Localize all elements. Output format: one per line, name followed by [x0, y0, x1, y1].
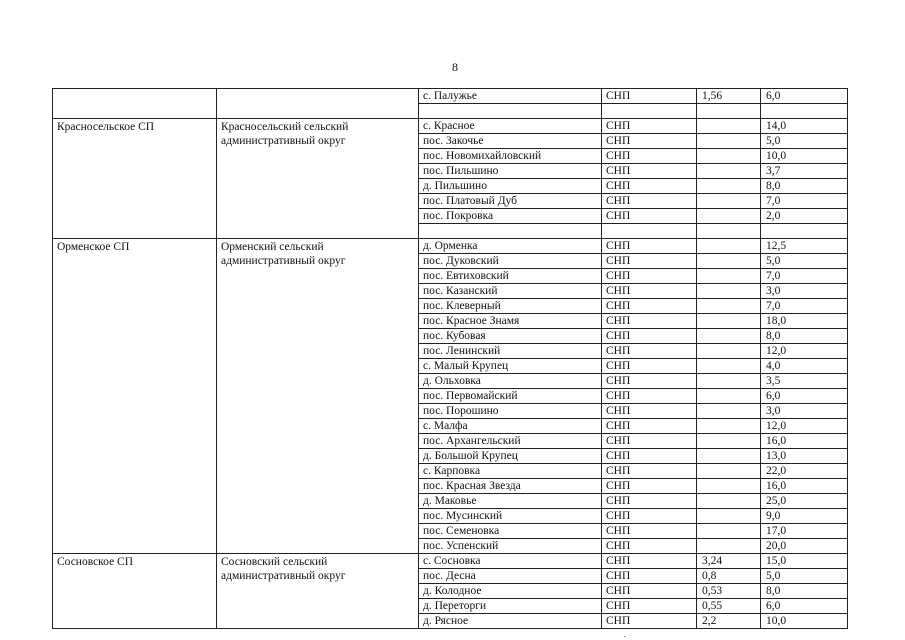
value-cell: 7,0	[761, 194, 848, 209]
area-cell	[697, 314, 761, 329]
blank-cell	[697, 104, 761, 119]
value-cell: 3,0	[761, 284, 848, 299]
area-cell	[697, 404, 761, 419]
table-row	[53, 239, 848, 254]
settlement-cell: пос. Кубовая	[419, 329, 602, 344]
settlement-cell: д. Орменка	[419, 239, 602, 254]
value-cell: 13,0	[761, 449, 848, 464]
area-cell	[697, 119, 761, 134]
value-cell: 7,0	[761, 269, 848, 284]
value-cell: 16,0	[761, 479, 848, 494]
settlement-cell: пос. Семеновка	[419, 524, 602, 539]
type-cell: СНП	[602, 569, 697, 584]
settlement-cell: с. Малый Крупец	[419, 359, 602, 374]
value-cell: 6,0	[761, 89, 848, 104]
value-cell: 3,0	[761, 404, 848, 419]
settlement-cell: пос. Красное Знамя	[419, 314, 602, 329]
settlement-cell: пос. Евтиховский	[419, 269, 602, 284]
settlement-cell: пос. Пильшино	[419, 164, 602, 179]
area-cell	[697, 284, 761, 299]
blank-cell	[761, 104, 848, 119]
settlement-cell: пос. Казанский	[419, 284, 602, 299]
type-cell: СНП	[602, 494, 697, 509]
area-cell: 2,2	[697, 614, 761, 629]
area-cell	[697, 149, 761, 164]
area-cell: 0,8	[697, 569, 761, 584]
value-cell: 9,0	[761, 509, 848, 524]
value-cell: 3,5	[761, 374, 848, 389]
area-cell	[697, 449, 761, 464]
value-cell: 17,0	[761, 524, 848, 539]
settlement-cell: д. Рясное	[419, 614, 602, 629]
type-cell: СНП	[602, 479, 697, 494]
value-cell: 6,0	[761, 389, 848, 404]
settlement-cell: д. Ольховка	[419, 374, 602, 389]
sp-name-cell: Сосновское СП	[53, 554, 217, 629]
area-cell: 0,53	[697, 584, 761, 599]
value-cell: 5,0	[761, 134, 848, 149]
settlement-cell: с. Малфа	[419, 419, 602, 434]
blank-cell	[419, 104, 602, 119]
settlement-cell: д. Маковье	[419, 494, 602, 509]
type-cell: СНП	[602, 539, 697, 554]
type-cell: СНП	[602, 194, 697, 209]
area-cell	[697, 419, 761, 434]
value-cell: 16,0	[761, 434, 848, 449]
value-cell: 20,0	[761, 539, 848, 554]
type-cell: СНП	[602, 269, 697, 284]
value-cell: 8,0	[761, 179, 848, 194]
settlement-cell: пос. Порошино	[419, 404, 602, 419]
type-cell: СНП	[602, 344, 697, 359]
area-cell: 0,55	[697, 599, 761, 614]
settlement-cell: пос. Новомихайловский	[419, 149, 602, 164]
type-cell: СНП	[602, 314, 697, 329]
settlement-cell: пос. Мусинский	[419, 509, 602, 524]
value-cell: 14,0	[761, 119, 848, 134]
area-cell	[697, 374, 761, 389]
settlement-cell: пос. Ленинский	[419, 344, 602, 359]
area-cell	[697, 269, 761, 284]
value-cell: 8,0	[761, 329, 848, 344]
settlement-cell: с. Красное	[419, 119, 602, 134]
area-cell	[697, 179, 761, 194]
okrug-name-cell: Красносельский сельский административный округ	[217, 119, 419, 239]
type-cell: СНП	[602, 329, 697, 344]
settlement-cell: пос. Платовый Дуб	[419, 194, 602, 209]
value-cell: 8,0	[761, 584, 848, 599]
value-cell: 25,0	[761, 494, 848, 509]
table-row	[53, 89, 848, 104]
settlement-cell: с. Палужье	[419, 89, 602, 104]
sp-name-cell: Орменское СП	[53, 239, 217, 554]
type-cell: СНП	[602, 389, 697, 404]
type-cell: СНП	[602, 254, 697, 269]
area-cell	[697, 494, 761, 509]
value-cell: 15,0	[761, 554, 848, 569]
settlement-cell: д. Колодное	[419, 584, 602, 599]
area-cell: 3,24	[697, 554, 761, 569]
type-cell: СНП	[602, 359, 697, 374]
type-cell: СНП	[602, 119, 697, 134]
type-cell: СНП	[602, 419, 697, 434]
type-cell: СНП	[602, 554, 697, 569]
type-cell: СНП	[602, 449, 697, 464]
value-cell: 5,0	[761, 254, 848, 269]
blank-cell	[697, 224, 761, 239]
settlement-cell: с. Сосновка	[419, 554, 602, 569]
type-cell: СНП	[602, 89, 697, 104]
value-cell: 2,0	[761, 209, 848, 224]
value-cell: 10,0	[761, 149, 848, 164]
value-cell: 12,0	[761, 344, 848, 359]
blank-cell	[419, 224, 602, 239]
type-cell: СНП	[602, 149, 697, 164]
type-cell: СНП	[602, 179, 697, 194]
type-cell: СНП	[602, 284, 697, 299]
area-cell	[697, 299, 761, 314]
blank-cell	[602, 224, 697, 239]
type-cell: СНП	[602, 299, 697, 314]
settlement-cell: пос. Первомайский	[419, 389, 602, 404]
blank-cell	[761, 224, 848, 239]
type-cell: СНП	[602, 239, 697, 254]
value-cell: 4,0	[761, 359, 848, 374]
okrug-name-cell: Сосновский сельский административный округ	[217, 554, 419, 629]
area-cell	[697, 524, 761, 539]
area-cell	[697, 329, 761, 344]
area-cell	[697, 359, 761, 374]
value-cell: 5,0	[761, 569, 848, 584]
type-cell: СНП	[602, 434, 697, 449]
scan-speck	[624, 636, 626, 637]
settlement-cell: пос. Покровка	[419, 209, 602, 224]
okrug-name-cell	[217, 89, 419, 119]
type-cell: СНП	[602, 614, 697, 629]
blank-cell	[602, 104, 697, 119]
settlement-cell: д. Переторги	[419, 599, 602, 614]
type-cell: СНП	[602, 164, 697, 179]
type-cell: СНП	[602, 374, 697, 389]
value-cell: 18,0	[761, 314, 848, 329]
settlement-cell: пос. Дуковский	[419, 254, 602, 269]
value-cell: 3,7	[761, 164, 848, 179]
area-cell	[697, 254, 761, 269]
type-cell: СНП	[602, 134, 697, 149]
table-row	[53, 554, 848, 569]
sp-name-cell: Красносельское СП	[53, 119, 217, 239]
area-cell	[697, 509, 761, 524]
value-cell: 10,0	[761, 614, 848, 629]
area-cell	[697, 164, 761, 179]
settlement-cell: пос. Красная Звезда	[419, 479, 602, 494]
type-cell: СНП	[602, 584, 697, 599]
area-cell	[697, 434, 761, 449]
page-number: 8	[452, 60, 458, 74]
settlement-cell: д. Большой Крупец	[419, 449, 602, 464]
value-cell: 22,0	[761, 464, 848, 479]
type-cell: СНП	[602, 524, 697, 539]
type-cell: СНП	[602, 509, 697, 524]
type-cell: СНП	[602, 464, 697, 479]
settlement-cell: д. Пильшино	[419, 179, 602, 194]
value-cell: 12,0	[761, 419, 848, 434]
settlements-table-body	[53, 89, 848, 629]
settlement-cell: пос. Успенский	[419, 539, 602, 554]
settlement-cell: пос. Десна	[419, 569, 602, 584]
value-cell: 7,0	[761, 299, 848, 314]
area-cell	[697, 539, 761, 554]
area-cell	[697, 344, 761, 359]
type-cell: СНП	[602, 404, 697, 419]
area-cell	[697, 479, 761, 494]
area-cell: 1,56	[697, 89, 761, 104]
area-cell	[697, 464, 761, 479]
area-cell	[697, 134, 761, 149]
value-cell: 6,0	[761, 599, 848, 614]
area-cell	[697, 194, 761, 209]
value-cell: 12,5	[761, 239, 848, 254]
area-cell	[697, 389, 761, 404]
type-cell: СНП	[602, 599, 697, 614]
okrug-name-cell: Орменский сельский административный округ	[217, 239, 419, 554]
type-cell: СНП	[602, 209, 697, 224]
settlement-cell: пос. Закочье	[419, 134, 602, 149]
settlements-table	[52, 88, 848, 629]
settlement-cell: пос. Архангельский	[419, 434, 602, 449]
settlement-cell: с. Карповка	[419, 464, 602, 479]
table-row	[53, 119, 848, 134]
settlement-cell: пос. Клеверный	[419, 299, 602, 314]
sp-name-cell	[53, 89, 217, 119]
area-cell	[697, 239, 761, 254]
area-cell	[697, 209, 761, 224]
